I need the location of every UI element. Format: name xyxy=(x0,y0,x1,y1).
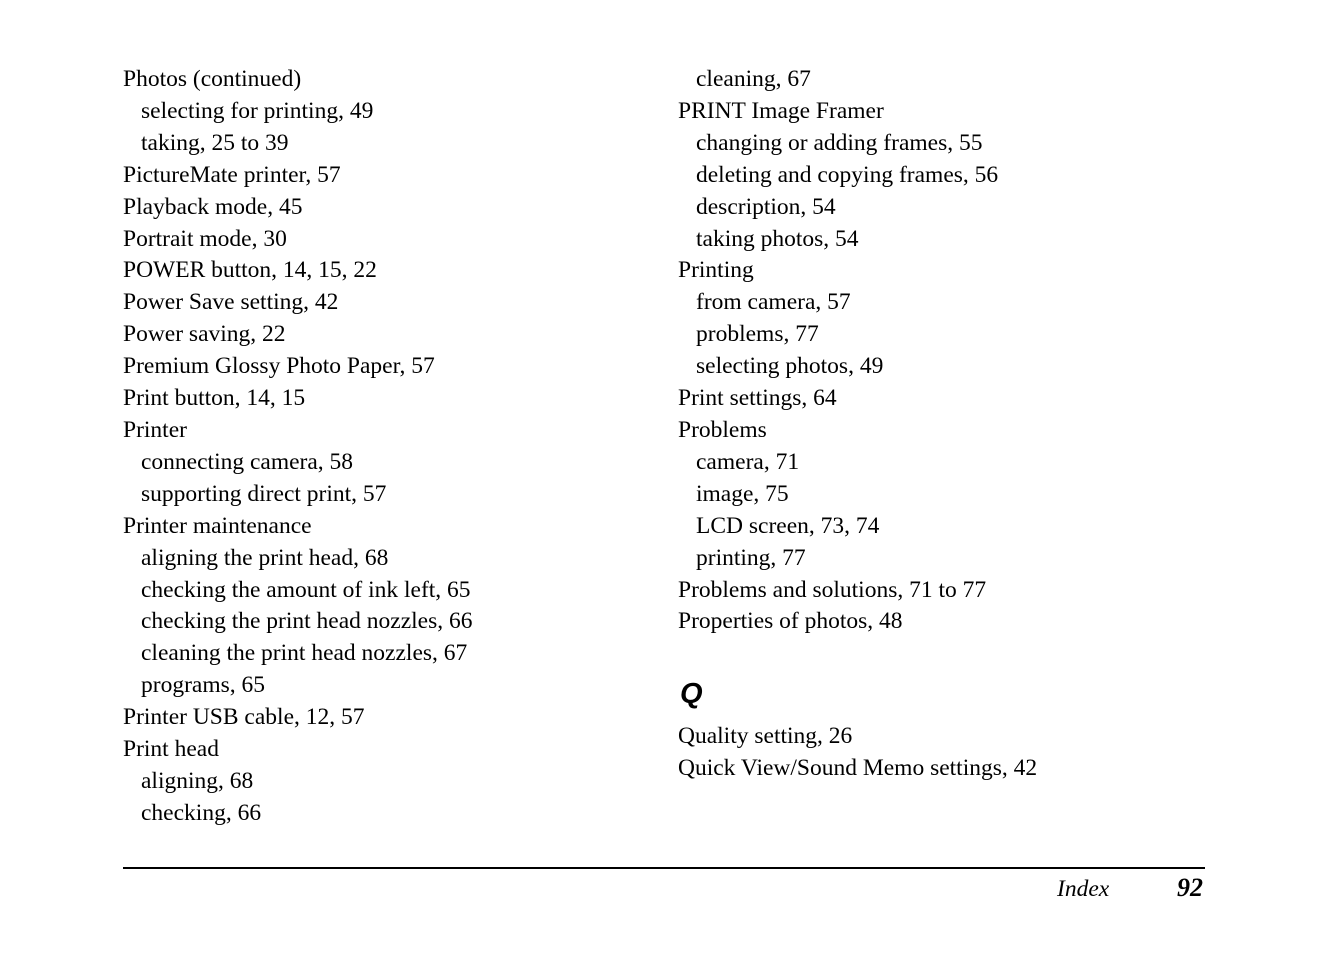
index-entry: Problems xyxy=(678,416,767,443)
index-subentry: supporting direct print, 57 xyxy=(141,480,387,507)
index-subentry: description, 54 xyxy=(696,193,836,220)
index-subentry: printing, 77 xyxy=(696,544,806,571)
index-entry: Premium Glossy Photo Paper, 57 xyxy=(123,353,435,380)
index-entry: Quality setting, 26 xyxy=(678,723,853,750)
page-number: 92 xyxy=(1177,873,1203,902)
index-subentry: cleaning the print head nozzles, 67 xyxy=(141,640,468,667)
index-subentry: checking the amount of ink left, 65 xyxy=(141,576,471,603)
index-subentry: changing or adding frames, 55 xyxy=(696,129,983,156)
index-entry: Print settings, 64 xyxy=(678,385,837,412)
index-entry: Photos (continued) xyxy=(123,66,302,92)
index-entry: Print head xyxy=(123,736,219,763)
section-letter-heading: Q xyxy=(680,678,703,711)
index-subentry: problems, 77 xyxy=(696,321,819,348)
index-entry: Printer xyxy=(123,416,187,443)
index-entry: Printer USB cable, 12, 57 xyxy=(123,704,365,731)
index-entry: PRINT Image Framer xyxy=(678,97,884,124)
index-subentry: deleting and copying frames, 56 xyxy=(696,161,999,188)
index-entry: Problems and solutions, 71 to 77 xyxy=(678,576,987,603)
index-subentry: image, 75 xyxy=(696,480,789,507)
index-subentry: LCD screen, 73, 74 xyxy=(696,512,880,539)
footer-divider xyxy=(123,867,1205,869)
index-subentry: from camera, 57 xyxy=(696,289,851,316)
index-entry: Quick View/Sound Memo settings, 42 xyxy=(678,755,1038,782)
index-entry: Playback mode, 45 xyxy=(123,193,303,220)
index-subentry: checking, 66 xyxy=(141,799,262,826)
index-entry: Power saving, 22 xyxy=(123,321,286,348)
footer-section-name: Index xyxy=(1057,876,1110,902)
index-entry: Printer maintenance xyxy=(123,512,312,539)
index-subentry: aligning, 68 xyxy=(141,767,254,794)
index-subentry: checking the print head nozzles, 66 xyxy=(141,608,473,635)
index-subentry: selecting for printing, 49 xyxy=(141,97,374,124)
index-subentry: connecting camera, 58 xyxy=(141,448,354,475)
index-entry: POWER button, 14, 15, 22 xyxy=(123,257,377,284)
index-entry: Print button, 14, 15 xyxy=(123,385,306,412)
index-subentry: selecting photos, 49 xyxy=(696,353,884,380)
index-subentry: aligning the print head, 68 xyxy=(141,544,389,571)
index-column-left xyxy=(123,64,643,830)
index-subentry: taking, 25 to 39 xyxy=(141,129,289,156)
index-subentry: programs, 65 xyxy=(141,672,266,699)
index-entry: Portrait mode, 30 xyxy=(123,225,287,252)
index-entry: PictureMate printer, 57 xyxy=(123,161,341,188)
index-column-right xyxy=(678,64,1238,785)
index-entry: Power Save setting, 42 xyxy=(123,289,339,316)
index-entry: Properties of photos, 48 xyxy=(678,608,903,635)
index-subentry: cleaning, 67 xyxy=(696,66,811,92)
index-entry: Printing xyxy=(678,257,754,284)
index-subentry: taking photos, 54 xyxy=(696,225,859,252)
index-subentry: camera, 71 xyxy=(696,448,800,475)
